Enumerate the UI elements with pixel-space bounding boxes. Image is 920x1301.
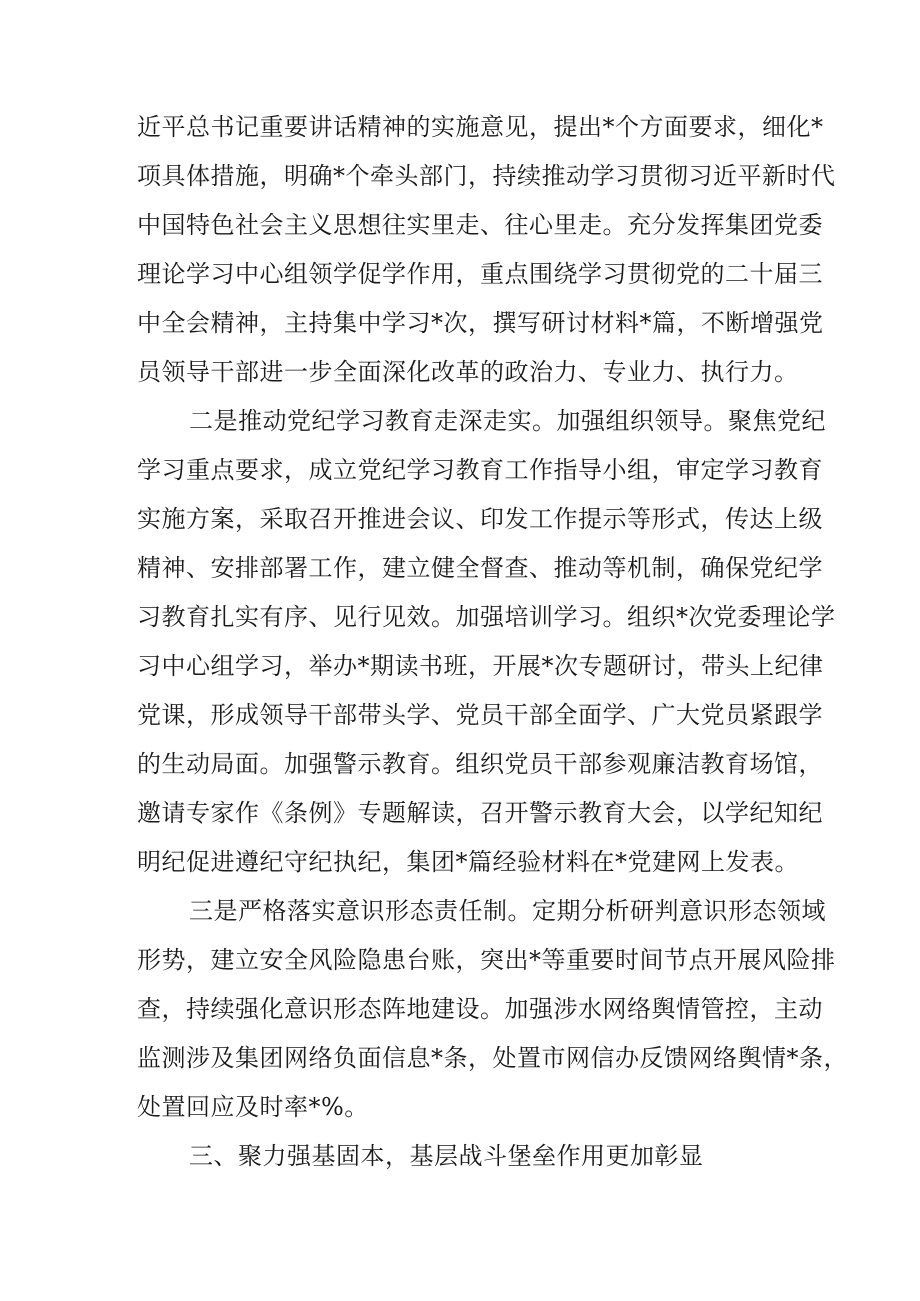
text-line: 的生动局面。加强警示教育。组织党员干部参观廉洁教育场馆， — [137, 750, 823, 778]
text-line: 查，持续强化意识形态阵地建设。加强涉水网络舆情管控，主动 — [137, 995, 823, 1023]
text-line: 精神、安排部署工作，建立健全督查、推动等机制，确保党纪学 — [137, 554, 823, 582]
text-line: 近平总书记重要讲话精神的实施意见，提出*个方面要求，细化* — [137, 113, 824, 141]
paragraph-3 — [137, 887, 848, 1132]
text-line: 党课，形成领导干部带头学、党员干部全面学、广大党员紧跟学 — [137, 701, 823, 729]
text-line: 明纪促进遵纪守纪执纪，集团*篇经验材料在*党建网上发表。 — [137, 848, 799, 876]
text-line: 形势，建立安全风险隐患台账，突出*等重要时间节点开展风险排 — [137, 946, 836, 974]
text-line: 处置回应及时率*%。 — [137, 1093, 369, 1121]
text-line: 项具体措施，明确*个牵头部门，持续推动学习贯彻习近平新时代 — [137, 162, 836, 190]
heading-text: 三、聚力强基固本，基层战斗堡垒作用更加彰显 — [189, 1142, 704, 1170]
text-line: 员领导干部进一步全面深化改革的政治力、专业力、执行力。 — [137, 358, 799, 386]
paragraph-2 — [137, 397, 836, 887]
section-heading — [137, 1132, 787, 1181]
text-line: 理论学习中心组领学促学作用，重点围绕学习贯彻党的二十届三 — [137, 260, 823, 288]
text-line: 习中心组学习，举办*期读书班，开展*次专题研讨，带头上纪律 — [137, 652, 824, 680]
text-line: 中全会精神，主持集中学习*次，撰写研讨材料*篇，不断增强党 — [137, 309, 824, 337]
text-line: 二是推动党纪学习教育走深走实。加强组织领导。聚焦党纪 — [189, 407, 826, 435]
text-line: 三是严格落实意识形态责任制。定期分析研判意识形态领域 — [189, 897, 826, 925]
text-line: 习教育扎实有序、见行见效。加强培训学习。组织*次党委理论学 — [137, 603, 836, 631]
document-page — [137, 103, 848, 1181]
text-line: 监测涉及集团网络负面信息*条，处置市网信办反馈网络舆情*条， — [137, 1044, 848, 1072]
text-line: 学习重点要求，成立党纪学习教育工作指导小组，审定学习教育 — [137, 456, 823, 484]
text-line: 中国特色社会主义思想往实里走、往心里走。充分发挥集团党委 — [137, 211, 823, 239]
text-line: 实施方案，采取召开推进会议、印发工作提示等形式，传达上级 — [137, 505, 823, 533]
paragraph-1 — [137, 103, 836, 397]
text-line: 邀请专家作《条例》专题解读，召开警示教育大会，以学纪知纪 — [137, 799, 823, 827]
